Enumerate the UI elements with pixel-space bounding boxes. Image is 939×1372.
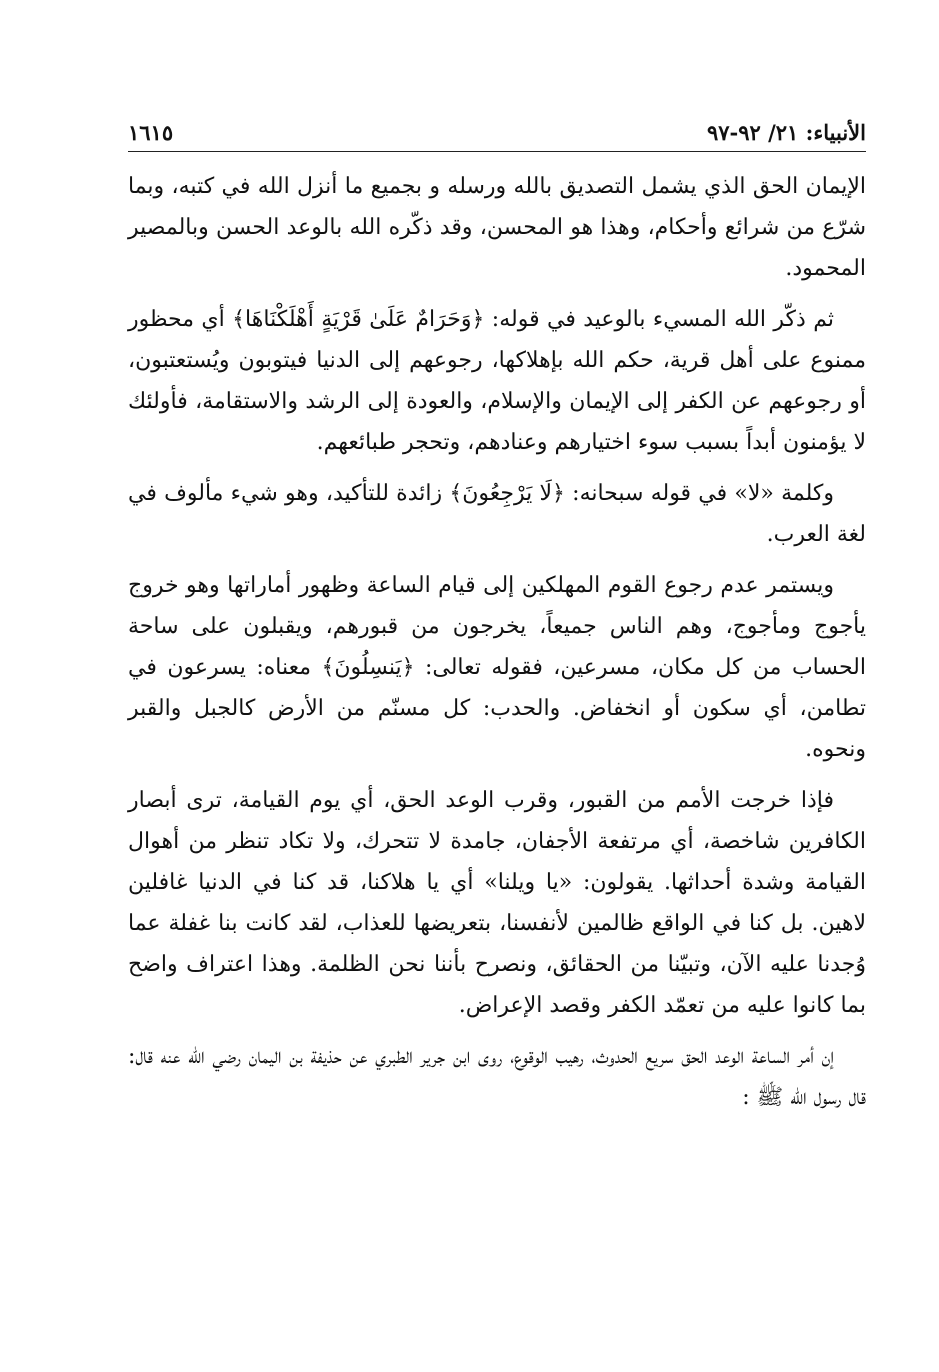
book-page (128, 120, 866, 1128)
surah-verse-reference: الأنبياء: ٢١/ ٩٢-٩٧ (706, 120, 866, 145)
paragraph-3: وكلمة «لا» في قوله سبحانه: ﴿لَا يَرْجِعُونَ﴾ زائدة للتأكيد، وهو شيء مألوف في لغة العرب. (128, 481, 866, 547)
paragraph-2: ثم ذكّر الله المسيء بالوعيد في قوله: ﴿وَحَرَامٌ عَلَىٰ قَرْيَةٍ أَهْلَكْنَاهَا﴾ أي محظور ممنوع على أهل قرية، حكم الله بإهلاكها، رجوعهم إلى الدنيا فيتوبون ويُستعتبون، أو رجوعهم عن الكفر إلى الإيمان والإسلام، والعودة إلى الرشد والاستقامة، فأولئك لا يؤمنون أبداً بسبب سوء اختيارهم وعنادهم، وتحجر طبائعهم. (128, 307, 866, 455)
running-header (128, 120, 866, 151)
paragraph-4: ويستمر عدم رجوع القوم المهلكين إلى قيام الساعة وظهور أماراتها وهو خروج يأجوج ومأجوج، وهم الناس جميعاً، يخرجون من قبورهم، ويقبلون على ساحة الحساب من كل مكان، مسرعين، فقوله تعالى: ﴿يَنسِلُونَ﴾ معناه: يسرعون في تطامن، أي سكون أو انخفاض. والحدب: كل مسنّم من الأرض كالجبل والقبر ونحوه. (128, 573, 866, 762)
page-body (128, 166, 866, 1118)
header-rule (128, 151, 866, 152)
paragraph-6: إن أمر الساعة الوعد الحق سريع الحدوث، رهيب الوقوع، روى ابن جرير الطبري عن حذيفة بن اليمان رضي الله عنه قال: قال رسول الله ﷺ : (128, 1044, 866, 1110)
paragraph-5: فإذا خرجت الأمم من القبور، وقرب الوعد الحق، أي يوم القيامة، ترى أبصار الكافرين شاخصة، أي مرتفعة الأجفان، جامدة لا تتحرك، ولا تكاد تنظر من أهوال القيامة وشدة أحداثها. يقولون: «يا ويلنا» أي يا هلاكنا، قد كنا في الدنيا غافلين لاهين. بل كنا في الواقع ظالمين لأنفسنا، بتعريضها للعذاب، لقد كانت بنا غفلة عما وُجدنا عليه الآن، وتبيّنا من الحقائق، ونصرح بأننا نحن الظلمة. وهذا اعتراف واضح بما كانوا عليه من تعمّد الكفر وقصد الإعراض. (128, 788, 866, 1018)
page-number: ١٦١٥ (128, 120, 174, 145)
paragraph-1: الإيمان الحق الذي يشمل التصديق بالله ورسله و بجميع ما أنزل الله في كتبه، وبما شرّع من شرائع وأحكام، وهذا هو المحسن، وقد ذكّره الله بالوعد الحسن وبالمصير المحمود. (128, 174, 866, 281)
